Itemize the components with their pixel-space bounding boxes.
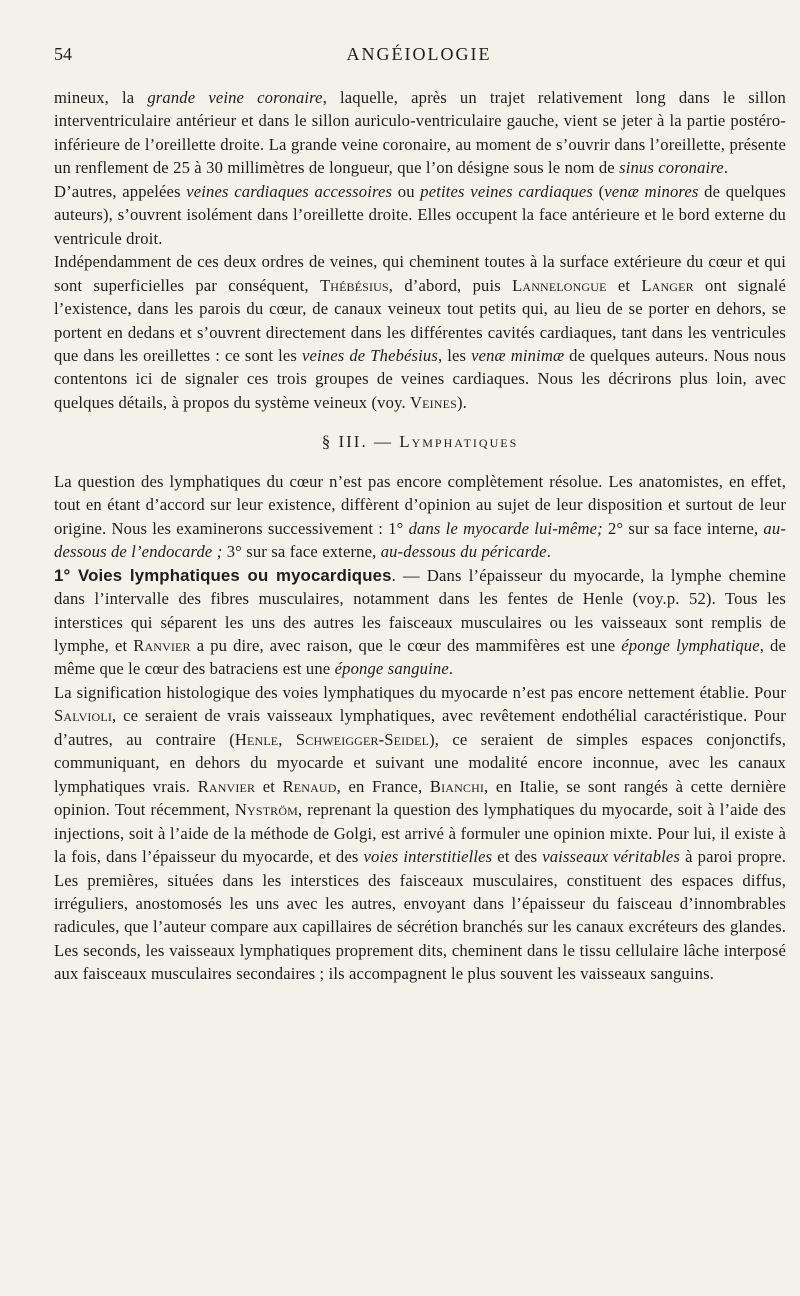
paragraph-lymphatiques-intro: La question des lymphatiques du cœur n’est pas encore complètement résolue. Les anatomistes, en effet, tout en étant d’accord sur leur existence, diffèrent d’opinion au sujet de leur disposition et surtout de leur origine. Nous les examinerons successivement : 1° dans le myocarde lui-même; 2° sur sa face interne, au-dessous de l’endocarde ; 3° sur sa face externe, au-dessous du péricarde. [54,471,786,562]
term-veines-de-thebesius: veines de Thebésius [302,345,438,365]
author-ranvier-2: Ranvier [197,776,256,796]
running-head: ANGÉIOLOGIE [346,44,492,64]
term-petites-veines-cardiaques: petites veines cardiaques [420,181,593,201]
paragraph-signification-histologique: La signification histologique des voies lymphatiques du myocarde n’est pas encore nettement établie. Pour Salvioli, ce seraient de vrais vaisseaux lymphatiques, avec revêtement endothélial caractéristique. Pour d’autres, au contraire (Henle, Schweigger-Seidel), ce seraient de simples espaces conjonctifs, communiquant, en dehors du myocarde et suivant une modalité encore inconnue, avec les canaux lymphatiques vrais. Ranvier et Renaud, en France, Bianchi, en Italie, se sont rangés à cette dernière opinion. Tout récemment, Nyström, reprenant la question des lymphatiques du myocarde, soit à l’aide des injections, soit à l’aide de la méthode de Golgi, est arrivé à formuler une opinion mixte. Pour lui, il existe à la fois, dans l’épaisseur du myocarde, et des voies interstitielles et des vaisseaux véritables à paroi propre. Les premières, situées dans les interstices des faisceaux musculaires, constituent des espaces diffus, irréguliers, anostomosés les uns avec les autres, envoyant dans l’épaisseur du faisceau d’innombrables radicules, que l’auteur compare aux capillaires de sécrétion branchés sur les canaux excréteurs des glandes. Les seconds, les vaisseaux lymphatiques proprement dits, cheminent dans le tissu cellulaire lâche interposé aux faisceaux musculaires secondaires ; ils accompagnent le plus souvent les vaisseaux sanguins. [54,682,786,984]
cross-ref-veines: Veines [410,392,457,412]
author-nystrom: Nyström [234,800,298,820]
body-text [54,86,786,986]
author-salvioli: Salvioli [54,706,112,726]
author-langer: Langer [641,275,694,295]
page-header [54,44,784,72]
term-eponge-lymphatique: éponge lymphatique [621,635,760,655]
term-venae-minimae: venæ minimæ [471,345,565,365]
term-grande-veine-coronaire: grande veine coronaire [147,88,323,107]
paragraph-voies-myocardiques: 1° Voies lymphatiques ou myocardiques. — Dans l’épaisseur du myocarde, la lymphe chemine dans l’intervalle des fibres musculaires, notamment dans les fentes de Henle (voy.p. 52). Tous les interstices qui séparent les uns des autres les faisceaux musculaires ou les vaisseaux sont remplis de lymphe, et Ranvier a pu dire, avec raison, que le cœur des mammifères est une éponge lymphatique, de même que le cœur des batraciens est une éponge sanguine. [54,565,787,679]
paragraph-thebesius: Indépendamment de ces deux ordres de veines, qui cheminent toutes à la surface extérieure du cœur et qui sont superficielles par conséquent, Thébésius, d’abord, puis Lannelongue et Langer ont signalé l’existence, dans les parois du cœur, de canaux veineux tout petits qui, au lieu de se porter en dehors, se portent en dedans et s’ouvrent directement dans les différentes cavités cardiaques, tant dans les ventricules que dans les oreillettes : ce sont les veines de Thebésius, les venæ minimæ de quelques auteurs. Nous nous contentons ici de signaler ces trois groupes de veines cardiaques. Nous les décrirons plus loin, avec quelques détails, à propos du système veineux (voy. Veines). [54,252,786,412]
page-number: 54 [54,44,72,64]
subheading-voies-lymphatiques: 1° Voies lymphatiques ou myocardiques [54,565,392,585]
author-renaud: Renaud [282,776,337,796]
term-voies-interstitielles: voies interstitielles [363,847,493,867]
term-vaisseaux-veritables: vaisseaux véritables [542,847,681,867]
paragraph-veines-accessoires: D’autres, appelées veines cardiaques accessoires ou petites veines cardiaques (venæ minores de quelques auteurs), s’ouvrent isolément dans l’oreillette droite. Elles occupent la face antérieure et le bord externe du ventricule droit. [54,181,786,248]
term-veines-cardiaques-accessoires: veines cardiaques accessoires [186,181,393,201]
section-title-lymphatiques: § III. — Lymphatiques [321,432,519,452]
author-henle-schweigger-seidel: Henle, Schweigger-Seidel [234,729,430,749]
term-sinus-coronaire: sinus coronaire [619,158,724,178]
author-lannelongue: Lannelongue [512,275,607,295]
term-eponge-sanguine: éponge sanguine [334,659,449,679]
paragraph-grande-veine: mineux, la grande veine coronaire, laquelle, après un trajet relativement long dans le sillon interventriculaire antérieur et dans le sillon auriculo-ventriculaire gauche, vient se jeter à la partie postéro-inférieure de l’oreillette droite. La grande veine coronaire, au moment de s’ouvrir dans l’oreillette, présente un renflement de 25 à 30 millimètres de longueur, que l’on désigne sous le nom de sinus coronaire. [54,88,786,178]
author-bianchi: Bianchi [429,776,485,796]
author-thebesius: Thébésius [319,275,389,295]
author-ranvier: Ranvier [133,635,191,655]
term-venae-minores: venæ minores [604,181,699,201]
